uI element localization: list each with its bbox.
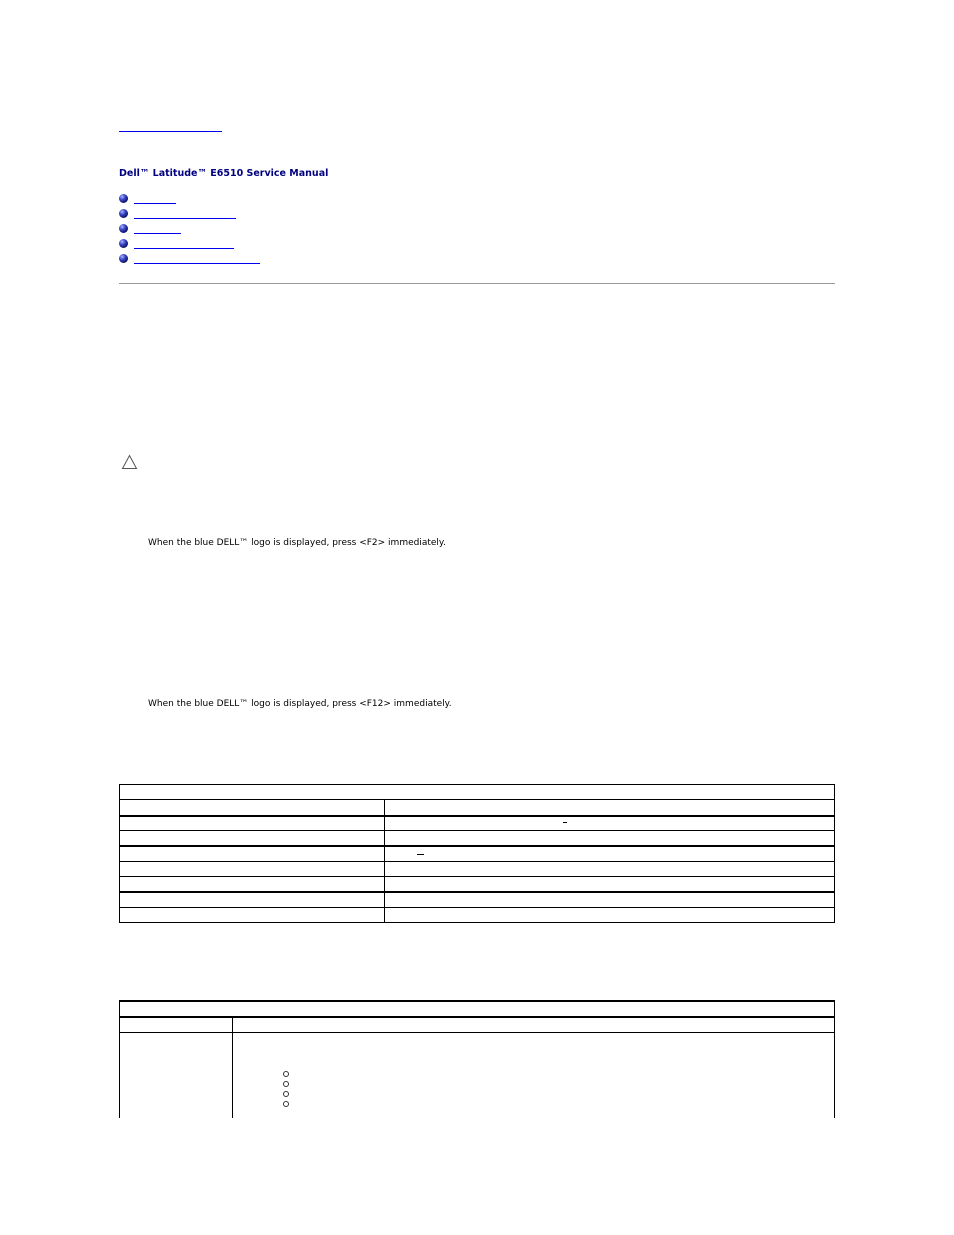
table-cell <box>120 800 385 816</box>
table-cell <box>120 831 385 846</box>
settings-table-viewport <box>119 1000 835 1118</box>
table-cell <box>120 892 385 908</box>
settings-table <box>119 1000 835 1118</box>
section-divider <box>119 283 835 284</box>
table-row <box>120 816 835 831</box>
table-row <box>120 785 835 800</box>
table-row <box>120 1017 835 1032</box>
table-cell <box>385 877 835 892</box>
table-cell <box>385 892 835 908</box>
blue-sphere-bullet-icon <box>119 254 128 263</box>
toc-link[interactable] <box>134 218 236 219</box>
toc-item[interactable] <box>119 253 319 268</box>
table-header-cell <box>120 785 835 800</box>
toc-link[interactable] <box>134 263 260 264</box>
dash-mark <box>417 854 424 855</box>
boot-menu-step-text: When the blue DELL™ logo is displayed, press <F12> immediately. <box>148 699 452 709</box>
table-cell <box>120 1017 233 1032</box>
toc-link[interactable] <box>134 248 234 249</box>
hollow-circle-bullet-icon <box>283 1081 289 1087</box>
caution-triangle-icon <box>121 454 138 474</box>
toc-item[interactable] <box>119 238 319 253</box>
table-cell <box>233 1017 835 1032</box>
hollow-circle-bullet-icon <box>283 1071 289 1077</box>
hollow-circle-bullet-icon <box>283 1091 289 1097</box>
toc-link[interactable] <box>134 203 176 204</box>
table-cell <box>385 908 835 923</box>
toc-link[interactable] <box>134 233 181 234</box>
table-cell <box>385 800 835 816</box>
table-cell <box>120 846 385 862</box>
table-cell <box>120 1032 233 1118</box>
table-row <box>120 892 835 908</box>
blue-sphere-bullet-icon <box>119 239 128 248</box>
toc-item[interactable] <box>119 223 319 238</box>
table-row <box>120 862 835 877</box>
table-row <box>120 877 835 892</box>
blue-sphere-bullet-icon <box>119 209 128 218</box>
blue-sphere-bullet-icon <box>119 194 128 203</box>
hollow-circle-bullet-icon <box>283 1101 289 1107</box>
table-cell <box>233 1032 835 1118</box>
table-cell <box>385 816 835 831</box>
back-to-contents-link[interactable] <box>119 118 222 132</box>
table-cell <box>385 862 835 877</box>
dash-mark <box>563 822 567 823</box>
table-row <box>120 846 835 862</box>
table-cell <box>385 831 835 846</box>
toc-item[interactable] <box>119 208 319 223</box>
table-row <box>120 908 835 923</box>
table-cell <box>120 862 385 877</box>
table-row <box>120 831 835 846</box>
table-cell <box>120 877 385 892</box>
table-row <box>120 1032 835 1118</box>
table-cell <box>120 908 385 923</box>
toc-item[interactable] <box>119 193 319 208</box>
blue-sphere-bullet-icon <box>119 224 128 233</box>
table-row <box>120 1001 835 1017</box>
table-cell <box>120 816 385 831</box>
table-row <box>120 800 835 816</box>
table-header-cell <box>120 1001 835 1017</box>
table-of-contents <box>119 193 319 268</box>
options-table <box>119 784 835 923</box>
page-title: Dell™ Latitude™ E6510 Service Manual <box>119 168 329 179</box>
enter-setup-step-text: When the blue DELL™ logo is displayed, press <F2> immediately. <box>148 538 446 548</box>
table-cell <box>385 846 835 862</box>
